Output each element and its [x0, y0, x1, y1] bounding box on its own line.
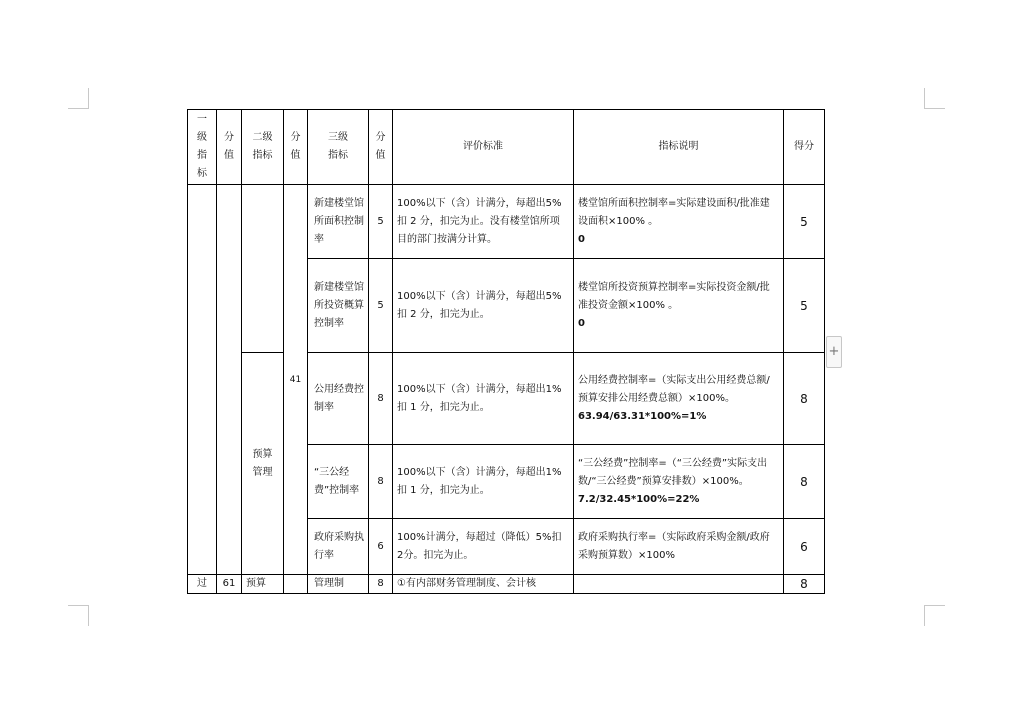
level3-cell: 公用经费控制率	[308, 353, 369, 445]
header-level3: 三级指标	[308, 110, 369, 185]
description-cell	[574, 519, 784, 575]
table-row	[188, 185, 825, 259]
crop-mark-top-right	[924, 88, 945, 109]
header-score3: 分值	[369, 110, 393, 185]
calc-text: 7.2/32.45*100%=22%	[578, 493, 700, 505]
header-level1: 一级指标	[188, 110, 217, 185]
points-cell: 8	[784, 353, 825, 445]
level1-cell: 过	[188, 575, 217, 594]
score-cell: 5	[369, 259, 393, 353]
score2-cell: 41	[284, 185, 308, 575]
level3-cell: 新建楼堂馆所投资概算控制率	[308, 259, 369, 353]
calc-text: 63.94/63.31*100%=1%	[578, 410, 707, 422]
score-cell: 8	[369, 445, 393, 519]
evaluation-table	[187, 109, 825, 594]
crop-mark-bottom-right	[924, 605, 945, 626]
header-row	[188, 110, 825, 185]
description-text: 楼堂馆所投资预算控制率=实际投资金额/批准投资金额×100% 。	[578, 281, 770, 311]
crop-mark-top-left	[68, 88, 89, 109]
description-text: 楼堂馆所面积控制率=实际建设面积/批准建设面积×100% 。	[578, 197, 770, 227]
points-cell: 5	[784, 185, 825, 259]
criteria-cell: ①有内部财务管理制度、会计核	[393, 575, 574, 594]
points-cell: 8	[784, 575, 825, 594]
description-cell	[574, 353, 784, 445]
points-cell: 8	[784, 445, 825, 519]
description-text: 政府采购执行率=（实际政府采购金额/政府采购预算数）×100%	[578, 531, 770, 561]
header-level2: 二级指标	[242, 110, 284, 185]
level3-cell: 管理制	[308, 575, 369, 594]
table-row	[188, 575, 825, 594]
points-cell: 5	[784, 259, 825, 353]
crop-mark-bottom-left	[68, 605, 89, 626]
score-cell: 8	[369, 353, 393, 445]
description-cell	[574, 259, 784, 353]
table-row	[188, 353, 825, 445]
calc-text: 0	[578, 233, 585, 245]
level2-cell-empty	[242, 185, 284, 353]
criteria-cell: 100%以下（含）计满分，每超出5%扣 2 分，扣完为止。没有楼堂馆所项目的部门按满分计算。	[393, 185, 574, 259]
description-text: 公用经费控制率=（实际支出公用经费总额/预算安排公用经费总额）×100%。	[578, 374, 770, 404]
description-text: “三公经费”控制率=（“三公经费”实际支出数/“三公经费”预算安排数）×100%。	[578, 457, 768, 487]
header-score1: 分值	[217, 110, 242, 185]
level3-cell: “三公经费”控制率	[308, 445, 369, 519]
level3-cell: 新建楼堂馆所面积控制率	[308, 185, 369, 259]
header-score2: 分值	[284, 110, 308, 185]
level2-cell: 预算	[242, 575, 284, 594]
description-cell	[574, 445, 784, 519]
header-criteria: 评价标准	[393, 110, 574, 185]
header-points: 得分	[784, 110, 825, 185]
description-cell	[574, 185, 784, 259]
criteria-cell: 100%以下（含）计满分，每超出1%扣 1 分，扣完为止。	[393, 353, 574, 445]
header-description: 指标说明	[574, 110, 784, 185]
criteria-cell: 100%以下（含）计满分，每超出1%扣 1 分，扣完为止。	[393, 445, 574, 519]
calc-text: 0	[578, 317, 585, 329]
description-cell	[574, 575, 784, 594]
score-cell: 8	[369, 575, 393, 594]
level3-cell: 政府采购执行率	[308, 519, 369, 575]
score2-cell-empty	[284, 575, 308, 594]
score1-cell: 61	[217, 575, 242, 594]
criteria-cell: 100%计满分，每超过（降低）5%扣 2分。扣完为止。	[393, 519, 574, 575]
level2-cell: 预算管理	[242, 353, 284, 575]
score-cell: 5	[369, 185, 393, 259]
score1-cell-empty	[217, 185, 242, 575]
level1-cell-empty	[188, 185, 217, 575]
score-cell: 6	[369, 519, 393, 575]
criteria-cell: 100%以下（含）计满分，每超出5%扣 2 分，扣完为止。	[393, 259, 574, 353]
points-cell: 6	[784, 519, 825, 575]
expand-plus-button[interactable]: +	[826, 336, 842, 368]
